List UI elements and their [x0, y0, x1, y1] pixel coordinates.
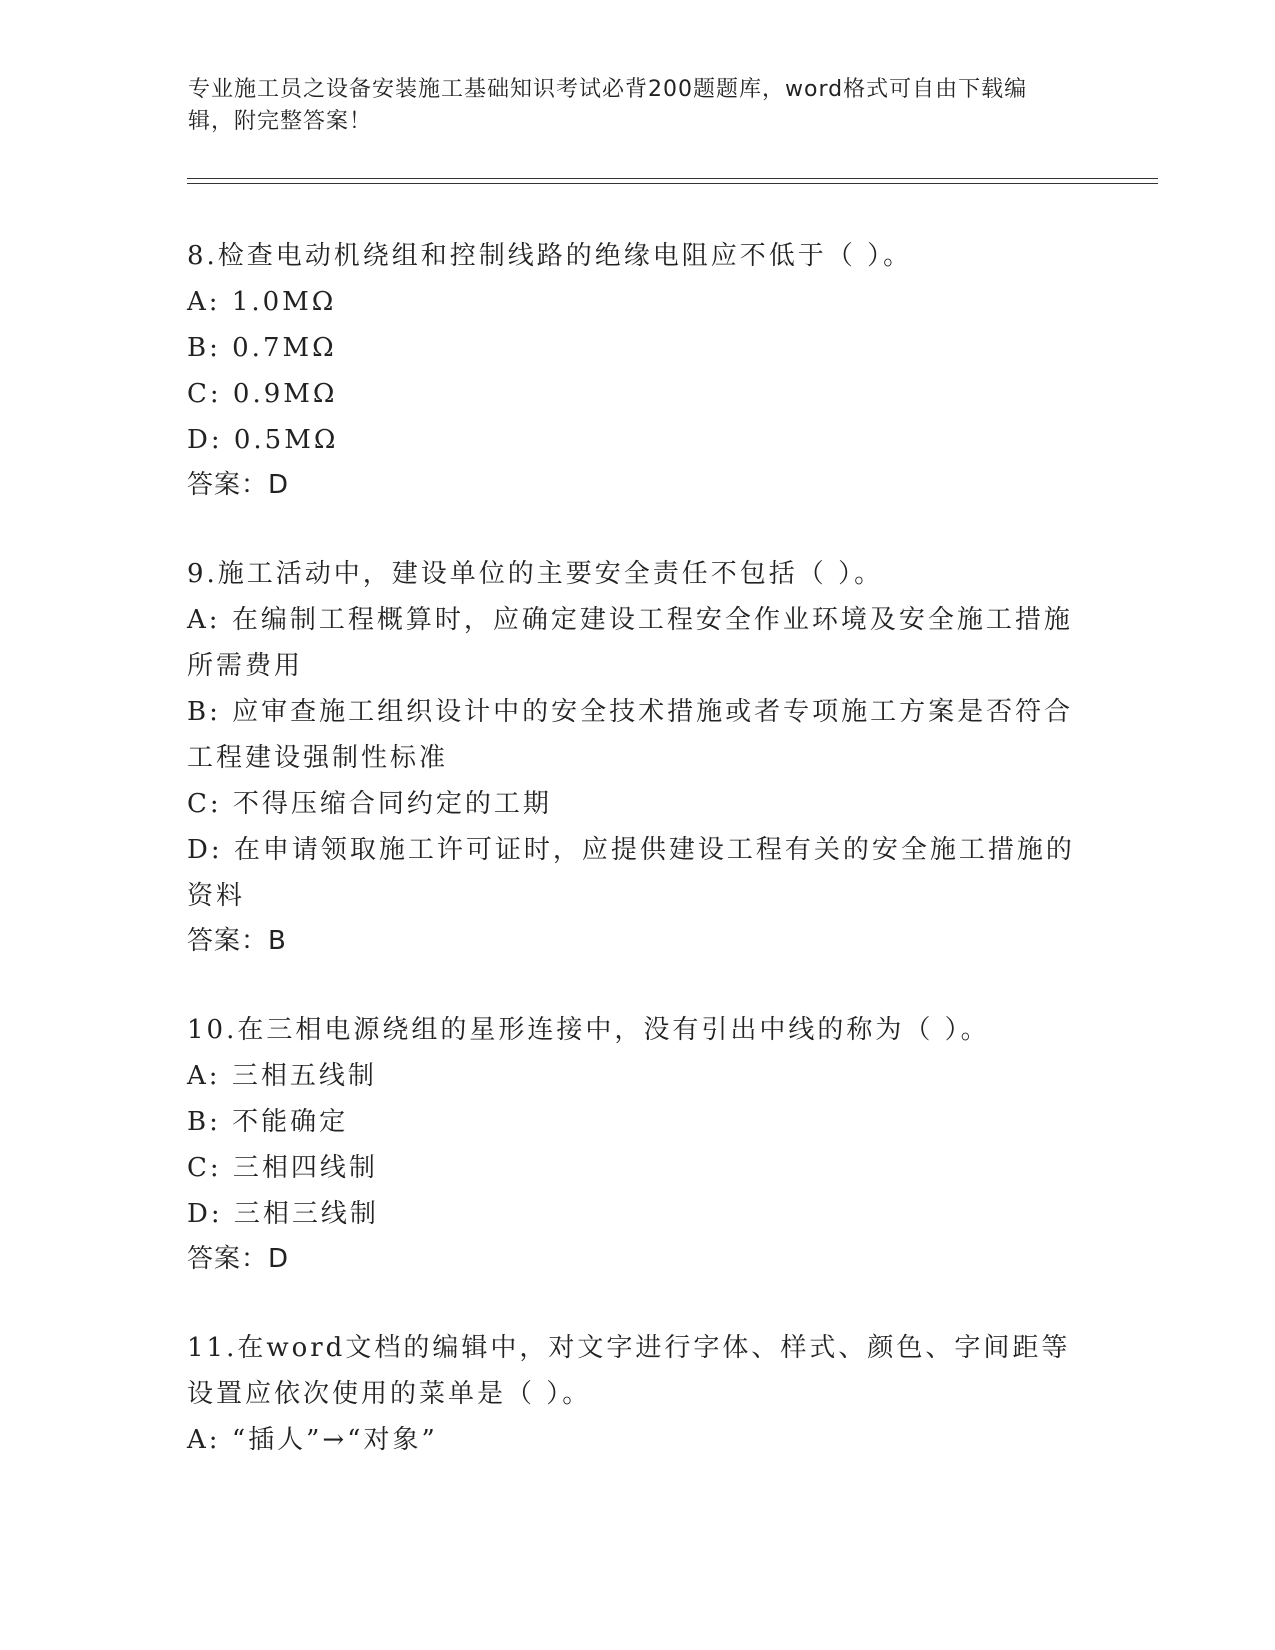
option-text: 应审查施工组织设计中的安全技术措施或者专项施工方案是否符合工程建设强制性标准 [187, 697, 1074, 773]
question-8 [187, 233, 1087, 507]
option-letter: D: [187, 425, 223, 455]
option-text: 1.0MΩ [231, 287, 337, 317]
option-letter: D: [187, 1199, 223, 1229]
option-letter: B: [187, 1107, 221, 1137]
question-stem: 8.检查电动机绕组和控制线路的绝缘电阻应不低于（ ）。 [187, 241, 913, 271]
option-c [187, 371, 1087, 417]
option-letter: C: [187, 1153, 222, 1183]
option-b [187, 1099, 1087, 1145]
option-d [187, 827, 1087, 919]
option-letter: A: [187, 287, 221, 317]
option-text: 0.5MΩ [233, 425, 339, 455]
option-text: 不能确定 [232, 1107, 349, 1137]
question-stem: 9.施工活动中，建设单位的主要安全责任不包括（ ）。 [187, 559, 884, 589]
question-stem: 11.在word文档的编辑中，对文字进行字体、样式、颜色、字间距等设置应依次使用的菜单是（ ）。 [187, 1333, 1071, 1409]
option-text: 0.9MΩ [232, 379, 338, 409]
option-text: 三相五线制 [231, 1061, 377, 1091]
option-b [187, 325, 1087, 371]
option-letter: B: [187, 333, 221, 363]
option-letter: A: [187, 1061, 221, 1091]
option-d [187, 417, 1087, 463]
option-text: 三相三线制 [233, 1199, 379, 1229]
option-d [187, 1191, 1087, 1237]
question-list [187, 233, 1087, 1507]
option-letter: C: [187, 379, 222, 409]
question-stem: 10.在三相电源绕组的星形连接中，没有引出中线的称为（ ）。 [187, 1015, 990, 1045]
document-header-title: 专业施工员之设备安装施工基础知识考试必背200题题库，word格式可自由下载编辑，附完整答案！ [188, 77, 1028, 134]
option-letter: C: [187, 789, 222, 819]
question-11 [187, 1325, 1087, 1463]
option-letter: A: [187, 605, 221, 635]
option-text: 0.7MΩ [232, 333, 337, 363]
answer-line: 答案：D [187, 1244, 290, 1274]
option-letter: D: [187, 835, 223, 865]
header-double-rule [187, 178, 1158, 184]
option-a [187, 279, 1087, 325]
option-text: 三相四线制 [232, 1153, 378, 1183]
option-text: 不得压缩合同约定的工期 [232, 789, 552, 819]
option-text: 在编制工程概算时，应确定建设工程安全作业环境及安全施工措施所需费用 [187, 605, 1073, 681]
question-10 [187, 1007, 1087, 1281]
option-a [187, 1053, 1087, 1099]
option-text: 在申请领取施工许可证时，应提供建设工程有关的安全施工措施的资料 [187, 835, 1075, 911]
option-a [187, 597, 1087, 689]
option-c [187, 1145, 1087, 1191]
answer-line: 答案：D [187, 470, 290, 500]
option-c [187, 781, 1087, 827]
option-text: “插人”→“对象” [231, 1425, 438, 1455]
question-9 [187, 551, 1087, 963]
option-letter: A: [187, 1425, 221, 1455]
answer-line: 答案：B [187, 926, 287, 956]
option-letter: B: [187, 697, 221, 727]
option-a [187, 1417, 1087, 1463]
option-b [187, 689, 1087, 781]
